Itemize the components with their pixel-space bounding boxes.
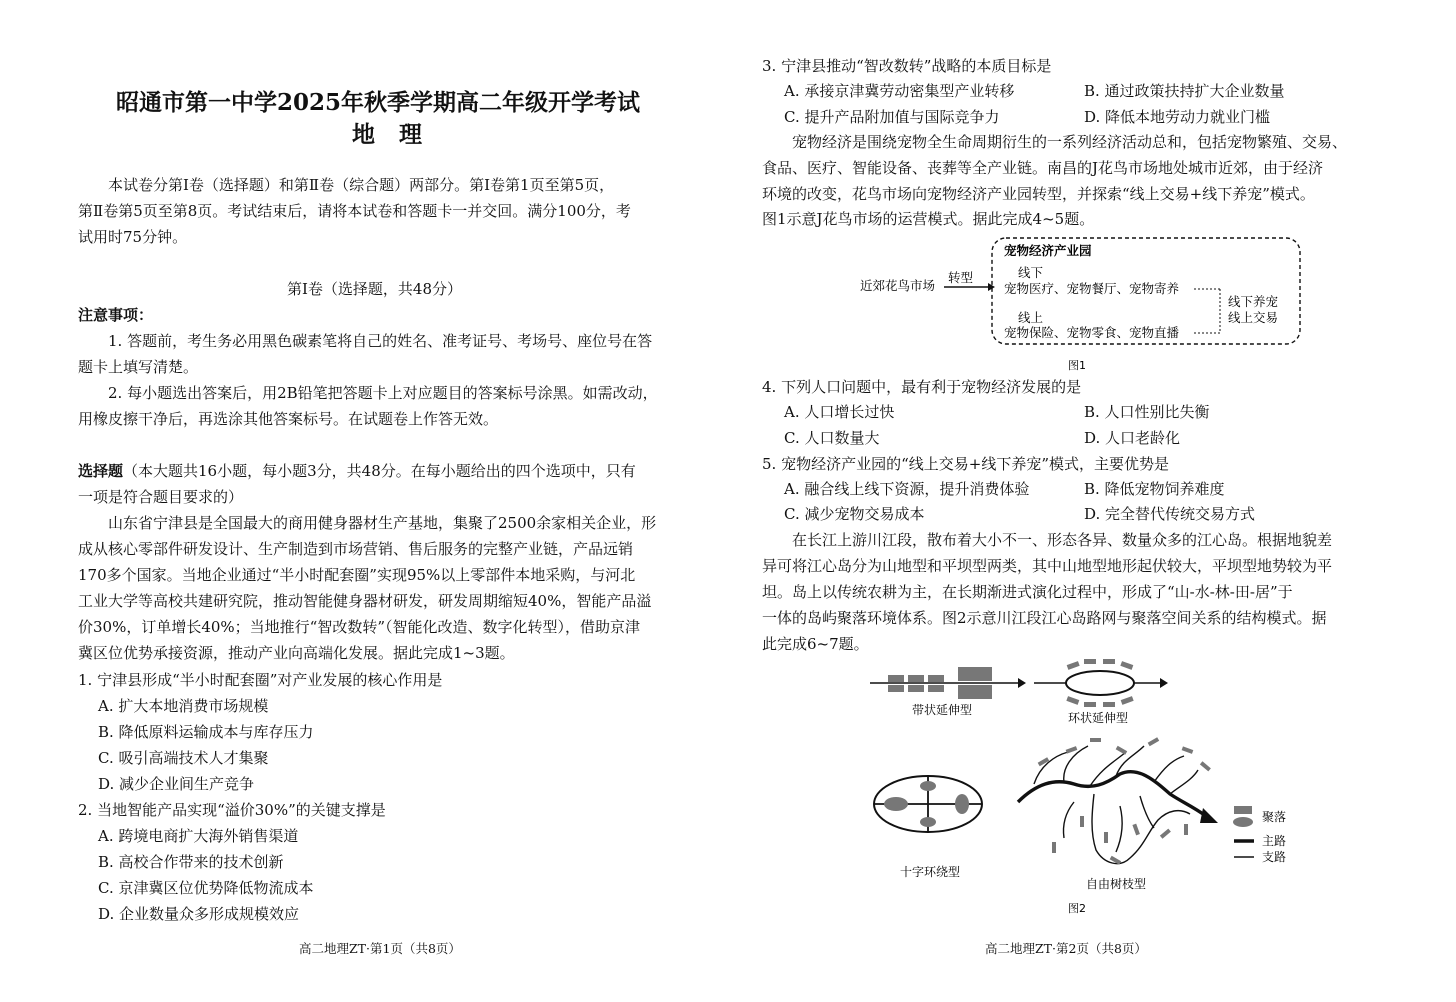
figure-2-diagram [858, 656, 1328, 918]
settlement-block [1182, 746, 1194, 754]
settlement-block [1148, 737, 1160, 746]
option: D. 降低本地劳动力就业门槛 [1084, 108, 1271, 126]
settlement-oval [955, 794, 969, 814]
option: A. 扩大本地消费市场规模 [98, 697, 269, 715]
passage-line: 一体的岛屿聚落环境体系。图2示意川江段江心岛路网与聚落空间关系的结构模式。据 [762, 609, 1327, 627]
settlement-block [908, 675, 924, 682]
offline-label: 线下 [1018, 265, 1044, 280]
option: C. 京津冀区位优势降低物流成本 [98, 879, 314, 897]
settlement-block [1084, 702, 1096, 707]
passage-line: 图1示意J花鸟市场的运营模式。据此完成4~5题。 [762, 210, 1095, 228]
passage-line: 异可将江心岛分为山地型和平坝型两类，其中山地型地形起伏较大，平坝型地势较为平 [762, 557, 1333, 575]
notice-title: 注意事项： [78, 306, 154, 324]
offline-items: 宠物医疗、宠物餐厅、宠物寄养 [1004, 281, 1180, 296]
settlement-block [888, 685, 904, 692]
settlement-block [1160, 829, 1171, 839]
legend-settlement-oval [1233, 817, 1253, 827]
ring-type-label: 环状延伸型 [1068, 711, 1129, 725]
online-items: 宠物保险、宠物零食、宠物直播 [1004, 325, 1180, 340]
exam-title: 昭通市第一中学2025年秋季学期高二年级开学考试 [116, 89, 641, 116]
settlement-oval [884, 797, 908, 811]
legend-settlement-label: 聚落 [1262, 810, 1287, 824]
passage-line: 山东省宁津县是全国最大的商用健身器材生产基地，集聚了2500余家相关企业，形 [108, 514, 657, 532]
option: A. 跨境电商扩大海外销售渠道 [98, 827, 299, 845]
transform-label: 转型 [948, 270, 974, 285]
dendritic-type-diagram [1018, 737, 1218, 891]
notice-line: 2. 每小题选出答案后，用2B铅笔把答题卡上对应题目的答案标号涂黑。如需改动， [108, 384, 658, 402]
passage-line: 宠物经济是围绕宠物全生命周期衍生的一系列经济活动总和，包括宠物繁殖、交易、 [792, 133, 1348, 151]
option: A. 承接京津冀劳动密集型产业转移 [784, 82, 1015, 100]
settlement-block [1132, 824, 1140, 836]
figure-1-diagram [848, 232, 1348, 374]
band-type-diagram [870, 667, 1026, 717]
settlement-block [1038, 757, 1050, 766]
legend-branch-road-label: 支路 [1262, 850, 1287, 864]
option: B. 降低原料运输成本与库存压力 [98, 723, 314, 741]
option: C. 提升产品附加值与国际竞争力 [784, 108, 1000, 126]
settlement-block [1184, 824, 1188, 835]
arrowhead-icon [1018, 678, 1026, 688]
right-label-1: 线下养宠 [1228, 294, 1279, 309]
intro-line: 本试卷分第Ⅰ卷（选择题）和第Ⅱ卷（综合题）两部分。第Ⅰ卷第1页至第5页， [108, 176, 615, 194]
settlement-block [1200, 761, 1211, 771]
option: D. 企业数量众多形成规模效应 [98, 905, 300, 923]
option: D. 减少企业间生产竞争 [98, 775, 255, 793]
settlement-block [888, 675, 904, 682]
page-footer: 高二地理ZT·第2页（共8页） [985, 941, 1147, 956]
settlement-block [1090, 738, 1101, 742]
settlement-block [1084, 659, 1096, 664]
passage-line: 在长江上游川江段，散布着大小不一、形态各异、数量众多的江心岛。根据地貌差 [792, 531, 1333, 549]
question-3: 3. 宁津县推动“智改数转”战略的本质目标是 [762, 57, 1052, 75]
arrowhead-icon [1160, 678, 1168, 688]
settlement-block [1116, 746, 1128, 755]
settlement-block [1066, 746, 1078, 754]
settlement-block [1120, 661, 1133, 670]
passage-line: 成从核心零部件研发设计、生产制造到市场营销、售后服务的完整产业链，产品远销 [78, 540, 634, 558]
settlement-block [1080, 816, 1084, 827]
dendritic-type-label: 自由树枝型 [1086, 877, 1147, 891]
park-label: 宠物经济产业园 [1004, 243, 1092, 258]
settlement-block [908, 685, 924, 692]
arrowhead-icon [1200, 808, 1218, 823]
question-4: 4. 下列人口问题中，最有利于宠物经济发展的是 [762, 378, 1082, 396]
option: B. 高校合作带来的技术创新 [98, 853, 284, 871]
mc-label: 选择题 [78, 462, 124, 480]
mc-instructions-text: 一项是符合题目要求的） [78, 488, 244, 506]
cross-type-label: 十字环绕型 [900, 865, 961, 879]
settlement-block [1103, 702, 1115, 707]
legend-settlement-block [1234, 806, 1252, 814]
band-type-label: 带状延伸型 [912, 703, 973, 717]
option: A. 融合线上线下资源，提升消费体验 [784, 480, 1030, 498]
passage-line: 冀区位优势承接资源，推动产业向高端化发展。据此完成1~3题。 [78, 644, 515, 662]
intro-line: 第Ⅱ卷第5页至第8页。考试结束后，请将本试卷和答题卡一并交回。满分100分，考 [78, 202, 631, 220]
figure-1-caption: 图1 [1068, 359, 1086, 372]
settlement-block [1121, 696, 1134, 705]
option: C. 人口数量大 [784, 429, 880, 447]
mc-instructions-text: （本大题共16小题，每小题3分，共48分。在每小题给出的四个选项中，只有 [123, 462, 636, 480]
option: B. 人口性别比失衡 [1084, 403, 1210, 421]
settlement-block [928, 675, 944, 682]
option: C. 减少宠物交易成本 [784, 505, 925, 523]
settlement-block [1067, 661, 1080, 670]
option: B. 降低宠物饲养难度 [1084, 480, 1225, 498]
page-footer: 高二地理ZT·第1页（共8页） [299, 941, 461, 956]
option: C. 吸引高端技术人才集聚 [98, 749, 269, 767]
option: D. 完全替代传统交易方式 [1084, 505, 1256, 523]
ring-type-diagram [1034, 659, 1168, 725]
question-5: 5. 宠物经济产业园的“线上交易+线下养宠”模式，主要优势是 [762, 455, 1169, 473]
settlement-block [1104, 832, 1108, 843]
mc-instructions [78, 458, 636, 484]
figure-2-caption: 图2 [1068, 902, 1086, 915]
right-page [728, 0, 1456, 1002]
right-label-2: 线上交易 [1228, 310, 1279, 325]
subject-title: 地理 [352, 121, 446, 148]
source-label: 近郊花鸟市场 [860, 278, 936, 293]
settlement-block [928, 685, 944, 692]
settlement-block [1052, 842, 1056, 853]
settlement-block [958, 685, 992, 699]
settlement-oval [920, 781, 936, 791]
passage-line: 170多个国家。当地企业通过“半小时配套圈”实现95%以上零部件本地采购，与河北 [78, 566, 636, 584]
notice-line: 题卡上填写清楚。 [78, 358, 199, 376]
online-label: 线上 [1018, 310, 1044, 325]
intro-line: 试用时75分钟。 [78, 228, 188, 246]
passage-line: 此完成6~7题。 [762, 635, 869, 653]
settlement-block [958, 667, 992, 681]
option: D. 人口老龄化 [1084, 429, 1181, 447]
notice-line: 1. 答题前，考生务必用黑色碳素笔将自己的姓名、准考证号、考场号、座位号在答 [108, 332, 653, 350]
settlement-oval [920, 817, 936, 827]
question-1: 1. 宁津县形成“半小时配套圈”对产业发展的核心作用是 [78, 671, 443, 689]
notice-line: 用橡皮擦干净后，再选涂其他答案标号。在试题卷上作答无效。 [78, 410, 499, 428]
cross-type-diagram [874, 776, 982, 879]
legend-main-road-label: 主路 [1262, 834, 1287, 848]
figure-2-legend [1233, 806, 1286, 864]
settlement-block [1066, 696, 1079, 705]
option: A. 人口增长过快 [784, 403, 895, 421]
passage-line: 环境的改变，花鸟市场向宠物经济产业园转型，并探索“线上交易+线下养宠”模式。 [762, 185, 1315, 203]
passage-line: 食品、医疗、智能设备、丧葬等全产业链。南昌的J花鸟市场地处城市近郊，由于经济 [762, 159, 1324, 177]
section-heading: 第Ⅰ卷（选择题，共48分） [287, 280, 463, 298]
question-2: 2. 当地智能产品实现“溢价30%”的关键支撑是 [78, 801, 386, 819]
passage-line: 价30%，订单增长40%；当地推行“智改数转”（智能化改造、数字化转型），借助京津 [78, 618, 641, 636]
settlement-block [1103, 659, 1115, 664]
passage-line: 工业大学等高校共建研究院，推动智能健身器材研发，研发周期缩短40%，智能产品溢 [78, 592, 652, 610]
option: B. 通过政策扶持扩大企业数量 [1084, 82, 1285, 100]
passage-line: 坦。岛上以传统农耕为主，在长期渐进式演化过程中，形成了“山-水-林-田-居”于 [762, 583, 1293, 601]
